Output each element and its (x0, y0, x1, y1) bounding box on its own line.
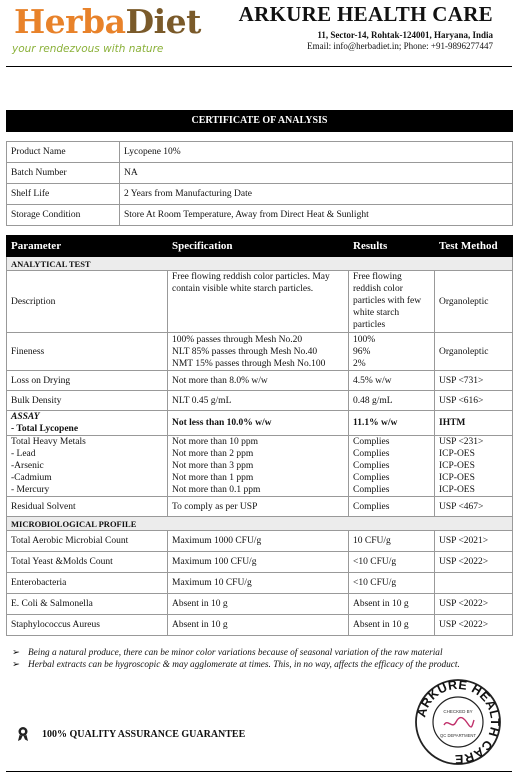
method-line: ICP-OES (439, 485, 475, 495)
stamp-department: QC DEPARTMENT (440, 733, 476, 738)
method-line: ICP-OES (439, 461, 475, 471)
section-label: ANALYTICAL TEST (7, 257, 513, 271)
param-line: - Mercury (11, 485, 50, 495)
assay-title: ASSAY (11, 412, 40, 422)
logo-herb-text: Herba (14, 2, 126, 41)
info-label: Storage Condition (7, 205, 120, 226)
spec-cell (168, 436, 349, 497)
param-cell: E. Coli & Salmonella (7, 594, 168, 615)
info-label: Shelf Life (7, 184, 120, 205)
result-line: Complies (353, 437, 390, 447)
table-row (7, 271, 513, 333)
company-block (239, 2, 493, 51)
spec-cell: NLT 0.45 g/mL (168, 391, 349, 411)
quality-guarantee-text: 100% QUALITY ASSURANCE GUARANTEE (42, 728, 246, 740)
column-header: Specification (168, 236, 349, 257)
result-line: Complies (353, 461, 390, 471)
product-info-table (6, 141, 513, 226)
table-row (7, 163, 513, 184)
table-row (7, 184, 513, 205)
method-cell: USP <2022> (435, 615, 513, 636)
result-cell: Complies (349, 497, 435, 517)
method-line: ICP-OES (439, 449, 475, 459)
spec-cell (168, 333, 349, 371)
param-cell (7, 411, 168, 436)
param-cell: Total Aerobic Microbial Count (7, 531, 168, 552)
info-value: 2 Years from Manufacturing Date (120, 184, 513, 205)
spec-line: 100% passes through Mesh No.20 (172, 334, 303, 345)
spec-line: Not more than 2 ppm (172, 449, 254, 459)
result-cell: <10 CFU/g (349, 552, 435, 573)
company-name: ARKURE HEALTH CARE (238, 2, 493, 26)
spec-cell: Maximum 100 CFU/g (168, 552, 349, 573)
analysis-table (6, 235, 513, 636)
header-rule (6, 66, 512, 67)
param-line: -Cadmium (11, 473, 52, 483)
table-row (7, 594, 513, 615)
param-line: Total Heavy Metals (11, 437, 86, 447)
info-value: Store At Room Temperature, Away from Direct Heat & Sunlight (120, 205, 513, 226)
spec-cell: Not less than 10.0% w/w (168, 411, 349, 436)
logo-tagline: your rendezvous with nature (12, 43, 164, 55)
method-line: USP <231> (439, 437, 484, 447)
method-cell (435, 436, 513, 497)
arrow-bullet-icon: ➢ (12, 660, 20, 670)
method-cell: USP <2021> (435, 531, 513, 552)
spec-line: Not more than 0.1 ppm (172, 485, 261, 495)
table-row (7, 333, 513, 371)
method-line: ICP-OES (439, 473, 475, 483)
spec-cell: Absent in 10 g (168, 615, 349, 636)
section-label: MICROBIOLOGICAL PROFILE (7, 517, 513, 531)
svg-text:ARKURE HEALTH CARE (414, 678, 502, 766)
method-cell: Organoleptic (435, 333, 513, 371)
note-item (12, 647, 502, 659)
result-cell: Free flowing reddish color particles with few white starch particles (349, 271, 435, 333)
notes (12, 647, 502, 671)
result-line: 2% (353, 358, 366, 369)
spec-line: Not more than 10 ppm (172, 437, 259, 447)
info-value: Lycopene 10% (120, 142, 513, 163)
table-row (7, 391, 513, 411)
param-line: - Lead (11, 449, 36, 459)
arrow-bullet-icon: ➢ (12, 648, 20, 658)
footer-rule (6, 771, 512, 772)
method-cell: IHTM (435, 411, 513, 436)
spec-cell: Not more than 8.0% w/w (168, 371, 349, 391)
method-cell: USP <2022> (435, 552, 513, 573)
note-text: Being a natural produce, there can be minor color variations because of seasonal variation of the raw material (28, 648, 443, 658)
method-cell: USP <2022> (435, 594, 513, 615)
note-text: Herbal extracts can be hygroscopic & may agglomerate at times. This, in no way, affects the efficacy of the product. (28, 660, 460, 670)
param-cell: Total Yeast &Molds Count (7, 552, 168, 573)
spec-cell: Absent in 10 g (168, 594, 349, 615)
table-header-row (7, 236, 513, 257)
method-cell: USP <467> (435, 497, 513, 517)
spec-line: Not more than 3 ppm (172, 461, 254, 471)
param-line: -Arsenic (11, 461, 44, 471)
spec-cell: Free flowing reddish color particles. May contain visible white starch particles. (168, 271, 349, 333)
table-row (7, 615, 513, 636)
result-cell: Absent in 10 g (349, 615, 435, 636)
document-title: CERTIFICATE OF ANALYSIS (6, 110, 513, 132)
company-stamp (414, 678, 502, 766)
result-cell: 11.1% w/w (349, 411, 435, 436)
company-address: 11, Sector-14, Rohtak-124001, Haryana, India (317, 30, 493, 40)
param-cell: Enterobacteria (7, 573, 168, 594)
method-cell (435, 573, 513, 594)
stamp-checked-by: CHECKED BY (443, 709, 473, 714)
assay-subtitle: - Total Lycopene (11, 424, 79, 434)
herbadiet-logo (6, 2, 201, 57)
result-cell: <10 CFU/g (349, 573, 435, 594)
table-row (7, 552, 513, 573)
info-value: NA (120, 163, 513, 184)
param-cell: Residual Solvent (7, 497, 168, 517)
table-row (7, 436, 513, 497)
result-cell: Absent in 10 g (349, 594, 435, 615)
table-row (7, 531, 513, 552)
table-row (7, 573, 513, 594)
spec-line: Not more than 1 ppm (172, 473, 254, 483)
table-row (7, 142, 513, 163)
result-line: Complies (353, 485, 390, 495)
info-label: Product Name (7, 142, 120, 163)
info-label: Batch Number (7, 163, 120, 184)
award-ribbon-icon (16, 726, 30, 742)
spec-line: NLT 85% passes through Mesh No.40 (172, 346, 318, 357)
param-cell: Staphylococcus Aureus (7, 615, 168, 636)
result-line: Complies (353, 449, 390, 459)
stamp-ring-text: ARKURE HEALTH CARE (414, 678, 502, 766)
result-line: Complies (353, 473, 390, 483)
param-cell: Fineness (7, 333, 168, 371)
spec-cell: Maximum 10 CFU/g (168, 573, 349, 594)
param-cell: Loss on Drying (7, 371, 168, 391)
result-cell (349, 436, 435, 497)
table-row (7, 497, 513, 517)
result-cell: 4.5% w/w (349, 371, 435, 391)
column-header: Parameter (7, 236, 168, 257)
logo-diet-text: Diet (125, 2, 201, 41)
result-cell: 10 CFU/g (349, 531, 435, 552)
spec-cell: To comply as per USP (168, 497, 349, 517)
table-row (7, 205, 513, 226)
result-cell (349, 333, 435, 371)
param-cell: Description (7, 271, 168, 333)
column-header: Test Method (435, 236, 513, 257)
result-cell: 0.48 g/mL (349, 391, 435, 411)
company-contact: Email: info@herbadiet.in; Phone: +91-9896277447 (307, 41, 493, 51)
result-line: 100% (353, 334, 376, 345)
spec-line: NMT 15% passes through Mesh No.100 (172, 358, 326, 369)
signature (444, 718, 474, 727)
param-cell: Bulk Density (7, 391, 168, 411)
quality-guarantee (16, 726, 245, 742)
section-row (7, 517, 513, 531)
note-item (12, 659, 502, 671)
method-cell: USP <616> (435, 391, 513, 411)
table-row (7, 371, 513, 391)
method-cell: Organoleptic (435, 271, 513, 333)
header (0, 0, 517, 60)
result-line: 96% (353, 346, 371, 357)
table-row (7, 411, 513, 436)
spec-cell: Maximum 1000 CFU/g (168, 531, 349, 552)
section-row (7, 257, 513, 271)
column-header: Results (349, 236, 435, 257)
method-cell: USP <731> (435, 371, 513, 391)
param-cell (7, 436, 168, 497)
